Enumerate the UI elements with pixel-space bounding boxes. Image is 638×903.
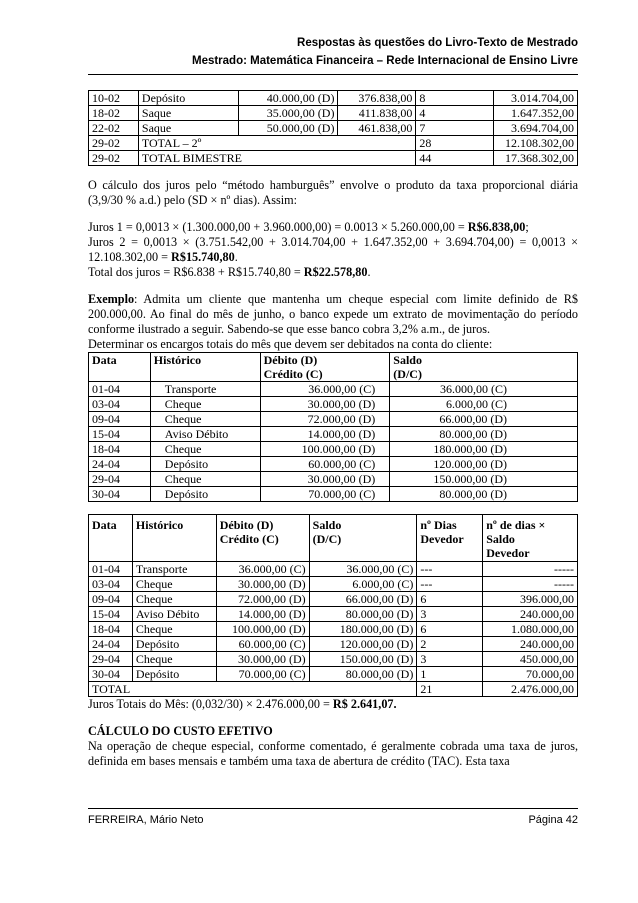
table-cell: 240.000,00: [483, 637, 578, 652]
table-cell: 3.014.704,00: [494, 91, 578, 106]
table-cell: 18-04: [89, 442, 151, 457]
table-row: [89, 151, 578, 166]
table-cell: 15-04: [89, 607, 133, 622]
table-cell: 80.000,00 (D): [390, 487, 578, 502]
table-cell: 2.476.000,00: [483, 682, 578, 697]
table-cell: 14.000,00 (D): [260, 427, 390, 442]
table-cell: 03-04: [89, 577, 133, 592]
table-cell: 29-04: [89, 472, 151, 487]
table-cell: Depósito: [132, 667, 216, 682]
juros1-line: Juros 1 = 0,0013 × (1.300.000,00 + 3.960.000,00) = 0.0013 × 5.260.000,00 = R$6.838,00;: [88, 220, 529, 234]
table-cell: 100.000,00 (D): [216, 622, 309, 637]
table-row: [89, 106, 578, 121]
table-cell: 240.000,00: [483, 607, 578, 622]
table-cell: Cheque: [150, 397, 260, 412]
table-cell: 30.000,00 (D): [216, 577, 309, 592]
footer-page-number: Página 42: [528, 814, 578, 826]
table-cell: 72.000,00 (D): [260, 412, 390, 427]
table-cell: 120.000,00 (D): [309, 637, 417, 652]
page-content: [88, 90, 578, 769]
table-cell: 70.000,00: [483, 667, 578, 682]
total-juros-value: R$22.578,80: [303, 265, 368, 279]
table-cell: 70.000,00 (C): [216, 667, 309, 682]
juros-totais-value: R$ 2.641,07.: [332, 697, 397, 711]
table-row: [89, 442, 578, 457]
table-cell: 01-04: [89, 382, 151, 397]
table-cell: 6: [417, 622, 483, 637]
col-header-data: Data: [89, 515, 133, 562]
footer-rule: [88, 808, 578, 809]
table-cell: 120.000,00 (D): [390, 457, 578, 472]
table-cell: 60.000,00 (C): [260, 457, 390, 472]
juros-totais-line: Juros Totais do Mês: (0,032/30) × 2.476.000,00 = R$ 2.641,07.: [88, 697, 397, 711]
table-cell: 8: [416, 91, 494, 106]
table-cell: 36.000,00 (C): [216, 562, 309, 577]
table-cell: 6: [417, 592, 483, 607]
table-cell: 72.000,00 (D): [216, 592, 309, 607]
table-cell: ---: [417, 577, 483, 592]
table-cell: Saque: [138, 106, 238, 121]
col-header-dias-x-saldo: nº de dias × Saldo Devedor: [483, 515, 578, 562]
table-cell: 3: [417, 652, 483, 667]
table-cell: 10-02: [89, 91, 139, 106]
table-cell: 66.000,00 (D): [309, 592, 417, 607]
table-row: [89, 667, 578, 682]
table-cell: 29-02: [89, 151, 139, 166]
table-cell: 3: [417, 607, 483, 622]
table-cell: 80.000,00 (D): [390, 427, 578, 442]
section-title: CÁLCULO DO CUSTO EFETIVO: [88, 724, 273, 738]
table-cell: 36.000,00 (C): [390, 382, 578, 397]
table-cell: 150.000,00 (D): [390, 472, 578, 487]
table-row: [89, 121, 578, 136]
table-cell: 6.000,00 (C): [309, 577, 417, 592]
table-cell: Aviso Débito: [150, 427, 260, 442]
table-row: [89, 637, 578, 652]
table-cell: 2: [417, 637, 483, 652]
table-row: [89, 592, 578, 607]
table-cell: 396.000,00: [483, 592, 578, 607]
juros2-line: Juros 2 = 0,0013 × (3.751.542,00 + 3.014.704,00 + 1.647.352,00 + 3.694.704,00) = 0,0013 × 12.108.302,00 = R$15.740,80.: [88, 235, 578, 264]
table-cell: -----: [483, 577, 578, 592]
table-cell: 40.000,00 (D): [238, 91, 338, 106]
table-cell: 30.000,00 (D): [260, 472, 390, 487]
table-cell: 7: [416, 121, 494, 136]
table-cell: 03-04: [89, 397, 151, 412]
table-cell: 66.000,00 (D): [390, 412, 578, 427]
table-cell: 15-04: [89, 427, 151, 442]
table-cell: 30.000,00 (D): [216, 652, 309, 667]
table-cell: TOTAL BIMESTRE: [138, 151, 415, 166]
table-cell: Depósito: [138, 91, 238, 106]
table-cell: 21: [417, 682, 483, 697]
table-cell: Depósito: [132, 637, 216, 652]
table-cell: ---: [417, 562, 483, 577]
table-cell: 60.000,00 (C): [216, 637, 309, 652]
table-cell: 12.108.302,00: [494, 136, 578, 151]
table-cell: 100.000,00 (D): [260, 442, 390, 457]
table-cell: 24-04: [89, 457, 151, 472]
table-cell: 150.000,00 (D): [309, 652, 417, 667]
table-cell: Cheque: [132, 577, 216, 592]
table-cell: Cheque: [132, 592, 216, 607]
col-header-debito-credito: Débito (D) Crédito (C): [260, 353, 390, 382]
table-cell: 50.000,00 (D): [238, 121, 338, 136]
table-row: [89, 607, 578, 622]
table-row: [89, 622, 578, 637]
table-cell: 3.694.704,00: [494, 121, 578, 136]
table-cell: 36.000,00 (C): [309, 562, 417, 577]
table-cell: 22-02: [89, 121, 139, 136]
table-cell: 01-04: [89, 562, 133, 577]
table-cell: 30.000,00 (D): [260, 397, 390, 412]
col-header-data: Data: [89, 353, 151, 382]
table-row: [89, 457, 578, 472]
table-cell: Transporte: [132, 562, 216, 577]
section-paragraph: Na operação de cheque especial, conforme comentado, é geralmente cobrada uma taxa de juros, definida em bases mensais e também uma taxa de abertura de crédito (TAC). Esta taxa: [88, 739, 578, 768]
exemplo-instruction: Determinar os encargos totais do mês que devem ser debitados na conta do cliente:: [88, 337, 493, 351]
table-cell: 29-04: [89, 652, 133, 667]
table-cell: 1.647.352,00: [494, 106, 578, 121]
table-cell: 411.838,00: [338, 106, 416, 121]
table-cell: 17.368.302,00: [494, 151, 578, 166]
table-cell: 461.838,00: [338, 121, 416, 136]
table-cell: Transporte: [150, 382, 260, 397]
table-cell: 09-04: [89, 592, 133, 607]
footer-author: FERREIRA, Mário Neto: [88, 814, 204, 826]
total-juros-line: Total dos juros = R$6.838 + R$15.740,80 = R$22.578,80.: [88, 265, 371, 279]
table-cell: Cheque: [150, 472, 260, 487]
table-cell: 1: [417, 667, 483, 682]
table-row: [89, 427, 578, 442]
table-cell: -----: [483, 562, 578, 577]
table-row: [89, 397, 578, 412]
col-header-saldo: Saldo (D/C): [309, 515, 417, 562]
table-cell: Depósito: [150, 457, 260, 472]
table-cell: Cheque: [132, 622, 216, 637]
table-bimestre: [88, 90, 578, 166]
table-cell: 44: [416, 151, 494, 166]
exemplo-paragraph: Exemplo: Admita um cliente que mantenha um cheque especial com limite definido de R$ 200.000,00. Ao final do mês de junho, o banco expede um extrato de movimentação do período conforme ilustrado a seguir. Sabendo-se que esse banco cobra 3,2% a.m., de juros.: [88, 292, 578, 336]
table-cell: Cheque: [150, 412, 260, 427]
table-extrato: [88, 352, 578, 502]
header-subtitle: Mestrado: Matemática Financeira – Rede Internacional de Ensino Livre: [191, 55, 578, 67]
col-header-historico: Histórico: [132, 515, 216, 562]
header-rule: [88, 74, 578, 75]
table-cell: 70.000,00 (C): [260, 487, 390, 502]
table-cell: 18-02: [89, 106, 139, 121]
table-cell: 180.000,00 (D): [390, 442, 578, 457]
table-hamburgues: [88, 514, 578, 697]
col-header-dias-devedor: nº Dias Devedor: [417, 515, 483, 562]
col-header-historico: Histórico: [150, 353, 260, 382]
table-cell: 14.000,00 (D): [216, 607, 309, 622]
col-header-saldo: Saldo (D/C): [390, 353, 578, 382]
table-cell: TOTAL – 2º: [138, 136, 415, 151]
header-title: Respostas às questões do Livro-Texto de Mestrado: [297, 37, 578, 49]
table-cell: 28: [416, 136, 494, 151]
table-cell: 29-02: [89, 136, 139, 151]
table-row: [89, 562, 578, 577]
table-row: [89, 487, 578, 502]
table-cell: 6.000,00 (C): [390, 397, 578, 412]
table-cell: 80.000,00 (D): [309, 667, 417, 682]
table-cell: 1.080.000,00: [483, 622, 578, 637]
table-row: [89, 412, 578, 427]
paragraph-metodo: O cálculo dos juros pelo “método hamburguês” envolve o produto da taxa proporcional diária (3,9/30 % a.d.) pelo (SD × nº dias). Assim:: [88, 178, 578, 207]
table-cell: 24-04: [89, 637, 133, 652]
table-cell: 4: [416, 106, 494, 121]
exemplo-label: Exemplo: [88, 292, 135, 306]
table-row: [89, 577, 578, 592]
table-cell: 450.000,00: [483, 652, 578, 667]
table-cell: Cheque: [150, 442, 260, 457]
table-row: [89, 382, 578, 397]
table-cell: Cheque: [132, 652, 216, 667]
juros1-value: R$6.838,00: [467, 220, 526, 234]
table-cell: 18-04: [89, 622, 133, 637]
col-header-debito-credito: Débito (D) Crédito (C): [216, 515, 309, 562]
table-cell: 180.000,00 (D): [309, 622, 417, 637]
table-cell: 09-04: [89, 412, 151, 427]
table-cell: TOTAL: [89, 682, 417, 697]
table-row: [89, 472, 578, 487]
table-cell: Depósito: [150, 487, 260, 502]
table-cell: 35.000,00 (D): [238, 106, 338, 121]
table-row: [89, 652, 578, 667]
table-total-row: [89, 682, 578, 697]
table-cell: Aviso Débito: [132, 607, 216, 622]
table-cell: 80.000,00 (D): [309, 607, 417, 622]
juros2-value: R$15.740,80: [171, 250, 235, 264]
table-cell: 36.000,00 (C): [260, 382, 390, 397]
table-row: [89, 91, 578, 106]
table-cell: Saque: [138, 121, 238, 136]
table-cell: 30-04: [89, 667, 133, 682]
table-row: [89, 136, 578, 151]
table-cell: 30-04: [89, 487, 151, 502]
table-cell: 376.838,00: [338, 91, 416, 106]
